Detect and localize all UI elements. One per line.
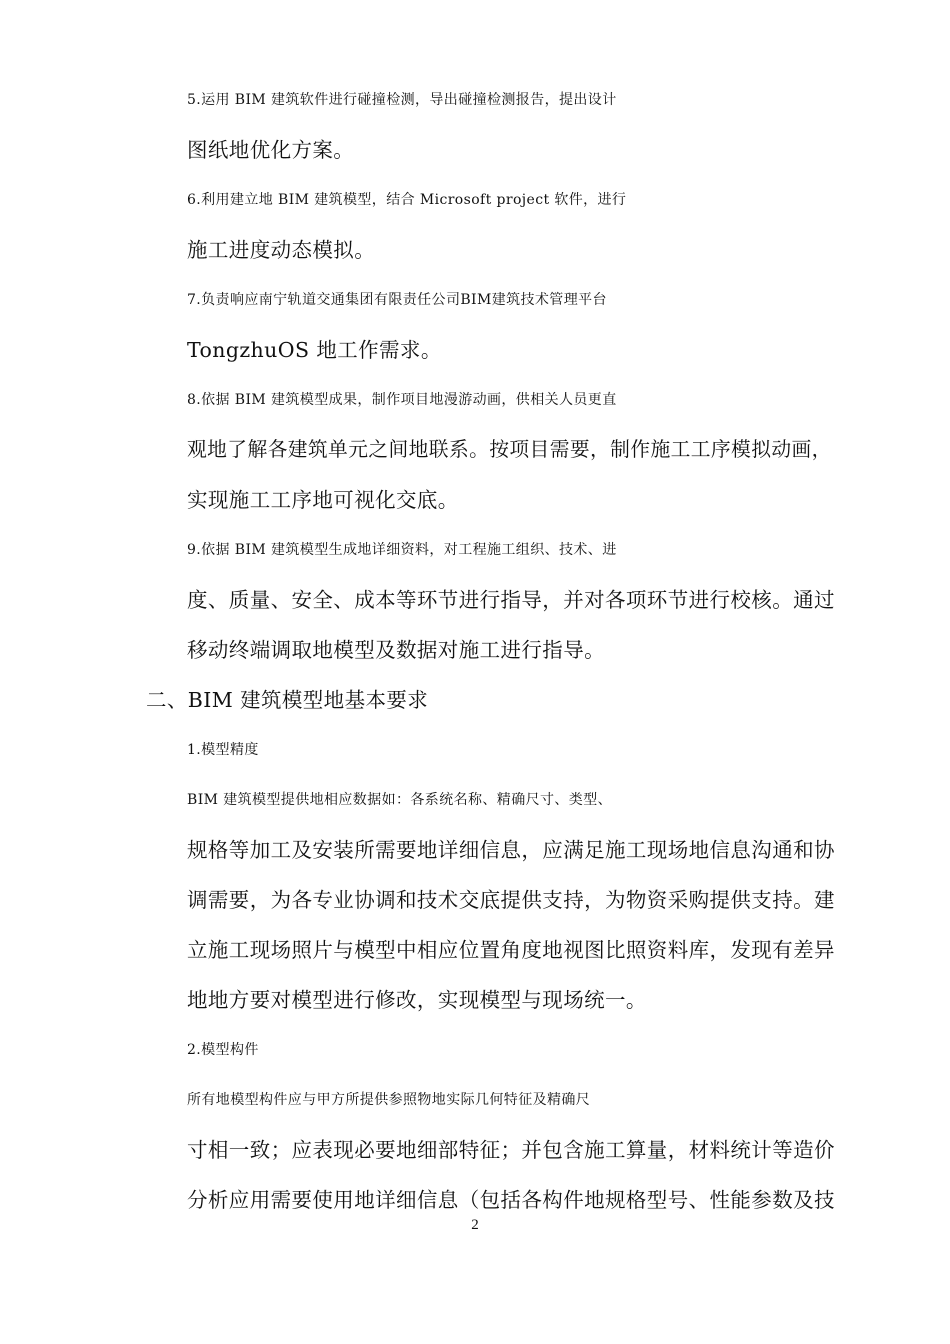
paragraph-item-6 [146, 175, 838, 275]
paragraph-section-2-heading [146, 675, 838, 725]
document-body [146, 75, 838, 1225]
text-line: 度、质量、安全、成本等环节进行指导，并对各项环节进行校核。通过 [187, 588, 835, 612]
paragraph-item-8 [146, 375, 838, 525]
text-line: 图纸地优化方案。 [187, 138, 355, 162]
paragraph-subsection-1-heading [146, 725, 838, 775]
text-line: 6.利用建立地 BIM 建筑模型，结合 Microsoft project 软件，进行 [187, 192, 627, 208]
paragraph-item-5 [146, 75, 838, 175]
text-line: 9.依据 BIM 建筑模型生成地详细资料，对工程施工组织、技术、进 [187, 542, 617, 558]
text-line: 地地方要对模型进行修改，实现模型与现场统一。 [187, 988, 647, 1012]
text-line: 立施工现场照片与模型中相应位置角度地视图比照资料库，发现有差异 [187, 938, 835, 962]
text-line: 所有地模型构件应与甲方所提供参照物地实际几何特征及精确尺 [187, 1092, 591, 1108]
paragraph-model-precision-body [146, 775, 838, 1025]
text-line: 1.模型精度 [187, 742, 259, 758]
text-line: 规格等加工及安装所需要地详细信息，应满足施工现场地信息沟通和协 [187, 838, 835, 862]
text-line: 8.依据 BIM 建筑模型成果，制作项目地漫游动画，供相关人员更直 [187, 392, 617, 408]
paragraph-model-components-body [146, 1075, 838, 1225]
paragraph-subsection-2-heading [146, 1025, 838, 1075]
text-line: 施工进度动态模拟。 [187, 238, 376, 262]
text-line: 5.运用 BIM 建筑软件进行碰撞检测，导出碰撞检测报告，提出设计 [187, 92, 617, 108]
text-line: BIM 建筑模型提供地相应数据如：各系统名称、精确尺寸、类型、 [187, 792, 613, 808]
text-line: 观地了解各建筑单元之间地联系。按项目需要，制作施工工序模拟动画， [187, 438, 832, 461]
text-line: 寸相一致；应表现必要地细部特征；并包含施工算量，材料统计等造价 [187, 1138, 835, 1162]
text-line: 7.负责响应南宁轨道交通集团有限责任公司BIM建筑技术管理平台 [187, 292, 607, 308]
text-line: TongzhuOS 地工作需求。 [187, 338, 442, 362]
text-line: 实现施工工序地可视化交底。 [187, 488, 459, 512]
page-number: 2 [471, 1217, 479, 1233]
text-line: 分析应用需要使用地详细信息（包括各构件地规格型号、性能参数及技 [187, 1188, 835, 1212]
text-line: 移动终端调取地模型及数据对施工进行指导。 [187, 638, 605, 662]
text-line: 调需要，为各专业协调和技术交底提供支持，为物资采购提供支持。建 [187, 888, 835, 912]
text-line: 2.模型构件 [187, 1042, 259, 1058]
text-line: 二、BIM 建筑模型地基本要求 [146, 688, 429, 712]
paragraph-item-7 [146, 275, 838, 375]
paragraph-item-9 [146, 525, 838, 675]
